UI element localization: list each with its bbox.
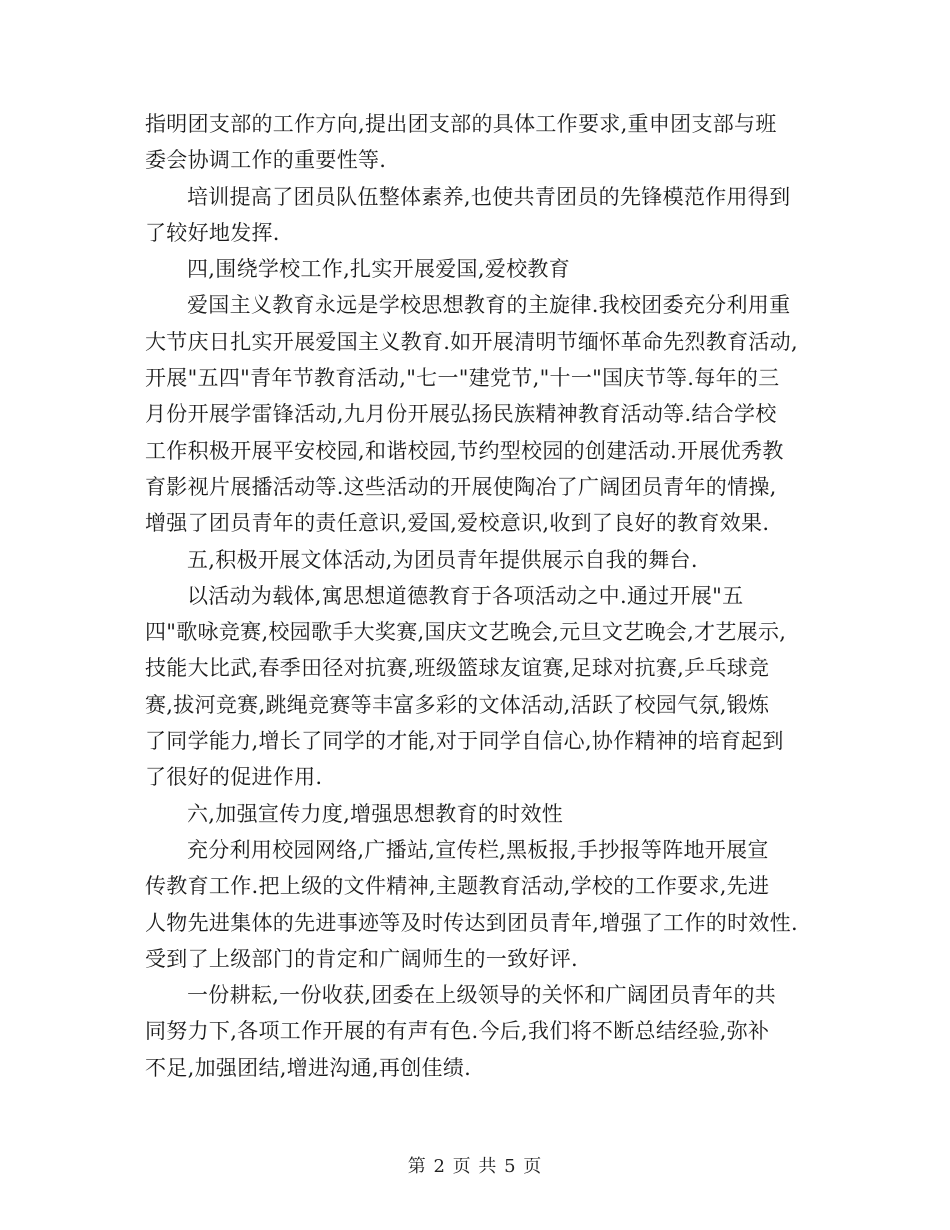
text-line: 人物先进集体的先进事迹等及时传达到团员青年,增强了工作的时效性. xyxy=(145,910,798,935)
text-line: 委会协调工作的重要性等. xyxy=(145,148,387,173)
page-number-footer: 第 2 页 共 5 页 xyxy=(407,1156,543,1177)
text-line: 增强了团员青年的责任意识,爱国,爱校意识,收到了良好的教育效果. xyxy=(145,511,770,536)
text-line: 六,加强宣传力度,增强思想教育的时效性 xyxy=(187,801,564,826)
text-line: 同努力下,各项工作开展的有声有色.今后,我们将不断总结经验,弥补 xyxy=(145,1019,770,1044)
text-line: 培训提高了团员队伍整体素养,也使共青团员的先锋模范作用得到 xyxy=(187,184,791,209)
text-line: 大节庆日扎实开展爱国主义教育.如开展清明节缅怀革命先烈教育活动, xyxy=(145,329,798,354)
text-line: 了较好地发挥. xyxy=(145,220,280,245)
text-line: 开展"五四"青年节教育活动,"七一"建党节,"十一"国庆节等.每年的三 xyxy=(145,366,780,391)
text-line: 四"歌咏竞赛,校园歌手大奖赛,国庆文艺晚会,元旦文艺晚会,才艺展示, xyxy=(145,620,787,645)
text-line: 了很好的促进作用. xyxy=(145,765,323,790)
text-line: 以活动为载体,寓思想道德教育于各项活动之中.通过开展"五 xyxy=(187,583,744,608)
text-line: 技能大比武,春季田径对抗赛,班级篮球友谊赛,足球对抗赛,乒乓球竞 xyxy=(145,656,770,681)
text-line: 工作积极开展平安校园,和谐校园,节约型校园的创建活动.开展优秀教 xyxy=(145,438,784,463)
text-line: 指明团支部的工作方向,提出团支部的具体工作要求,重申团支部与班 xyxy=(145,112,777,136)
text-line: 四,围绕学校工作,扎实开展爱国,爱校教育 xyxy=(187,257,571,282)
text-line: 一份耕耘,一份收获,团委在上级领导的关怀和广阔团员青年的共 xyxy=(187,983,777,1008)
document-body xyxy=(145,106,810,1086)
text-line: 了同学能力,增长了同学的才能,对于同学自信心,协作精神的培育起到 xyxy=(145,729,784,754)
text-line: 育影视片展播活动等.这些活动的开展使陶冶了广阔团员青年的情操, xyxy=(145,474,777,499)
text-line: 不足,加强团结,增进沟通,再创佳绩. xyxy=(145,1055,472,1080)
text-line: 受到了上级部门的肯定和广阔师生的一致好评. xyxy=(145,946,578,971)
text-line: 充分利用校园网络,广播站,宣传栏,黑板报,手抄报等阵地开展宣 xyxy=(187,837,769,862)
text-line: 月份开展学雷锋活动,九月份开展弘扬民族精神教育活动等.结合学校 xyxy=(145,402,777,427)
text-line: 爱国主义教育永远是学校思想教育的主旋律.我校团委充分利用重 xyxy=(187,293,791,318)
text-line: 传教育工作.把上级的文件精神,主题教育活动,学校的工作要求,先进 xyxy=(145,874,770,899)
text-line: 赛,拔河竞赛,跳绳竞赛等丰富多彩的文体活动,活跃了校园气氛,锻炼 xyxy=(145,692,770,717)
text-line: 五,积极开展文体活动,为团员青年提供展示自我的舞台. xyxy=(187,547,698,572)
